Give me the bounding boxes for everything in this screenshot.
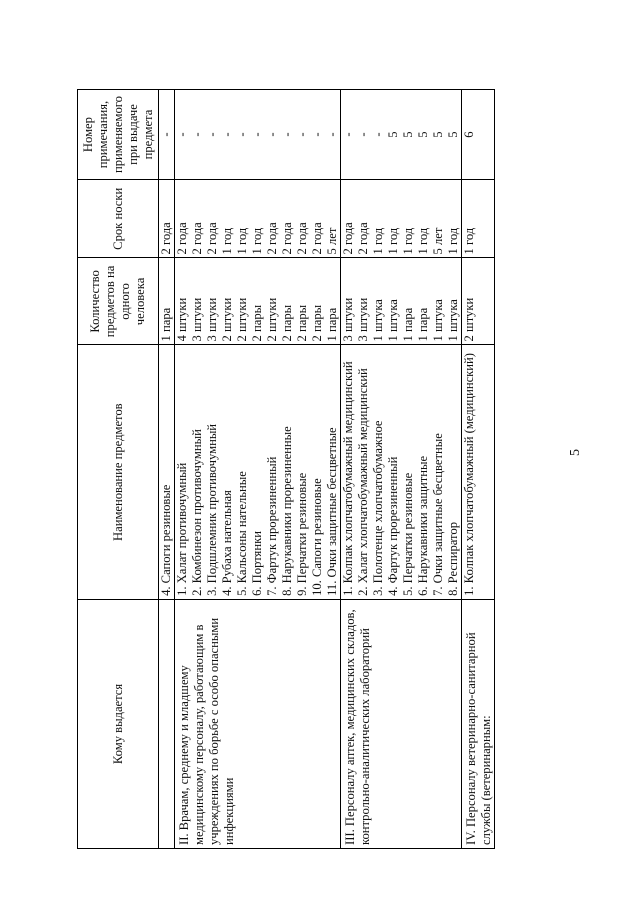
qty-value: 1 пара bbox=[401, 307, 415, 342]
term-value: 2 года bbox=[356, 222, 370, 255]
term-value: 1 год bbox=[235, 227, 249, 255]
item-value: 5. Кальсоны нательные bbox=[235, 471, 249, 596]
qty-value: 1 пара bbox=[325, 307, 339, 342]
note-value: - bbox=[295, 132, 309, 137]
item-value: 4. Фартук прорезиненный bbox=[386, 456, 400, 596]
term-value: 1 год bbox=[416, 227, 430, 255]
table-header-row bbox=[78, 90, 159, 849]
qty-value: 3 штуки bbox=[356, 297, 370, 342]
item-value: 10. Сапоги резиновые bbox=[310, 478, 324, 596]
recipient-cell: III. Персоналу аптек, медицинских складов, контрольно-аналитических лабораторий bbox=[341, 599, 462, 848]
qty-value: 4 штуки bbox=[175, 297, 189, 342]
note-value: - bbox=[250, 132, 264, 137]
qty-value: 2 штуки bbox=[220, 297, 234, 342]
term-value: 1 год bbox=[220, 227, 234, 255]
term-cell bbox=[175, 180, 341, 258]
note-value: 5 bbox=[446, 131, 460, 138]
term-value: 2 года bbox=[310, 222, 324, 255]
term-cell bbox=[341, 180, 462, 258]
note-cell bbox=[159, 90, 175, 180]
note-value: - bbox=[371, 132, 385, 137]
note-value: - bbox=[159, 132, 173, 137]
qty-cell bbox=[341, 258, 462, 345]
note-value: 6 bbox=[462, 131, 476, 138]
qty-cell bbox=[159, 258, 175, 345]
item-value: 6. Нарукавники защитные bbox=[416, 455, 430, 596]
item-value: 6. Портянки bbox=[250, 531, 264, 596]
term-value: 5 лет bbox=[325, 227, 339, 255]
note-value: - bbox=[235, 132, 249, 137]
note-value: - bbox=[341, 132, 355, 137]
table-row bbox=[462, 90, 495, 849]
note-value: 5 bbox=[386, 131, 400, 138]
item-value: 9. Перчатки резиновые bbox=[295, 472, 309, 596]
term-value: 2 года bbox=[265, 222, 279, 255]
table-row bbox=[159, 90, 175, 849]
item-value: 3. Полотенце хлопчатобумажное bbox=[371, 420, 385, 596]
note-value: - bbox=[265, 132, 279, 137]
item-value: 4. Сапоги резиновые bbox=[159, 484, 173, 596]
note-value: - bbox=[356, 132, 370, 137]
item-value: 8. Респиратор bbox=[446, 522, 460, 596]
term-cell bbox=[462, 180, 495, 258]
item-value: 11. Очки защитные бесцветные bbox=[325, 427, 339, 596]
term-value: 2 года bbox=[205, 222, 219, 255]
recipient-cell: IV. Персоналу ветеринарно-санитарной службы (ветеринарным: bbox=[462, 599, 495, 848]
note-value: - bbox=[190, 132, 204, 137]
item-cell bbox=[341, 345, 462, 599]
note-value: 5 bbox=[416, 131, 430, 138]
table-row bbox=[175, 90, 341, 849]
note-value: - bbox=[175, 132, 189, 137]
item-value: 7. Очки защитные бесцветные bbox=[431, 433, 445, 596]
header-who: Кому выдается bbox=[78, 599, 159, 848]
header-note: Номер примечания, применяемого при выдаче предмета bbox=[78, 90, 159, 180]
term-value: 1 год bbox=[446, 227, 460, 255]
qty-value: 1 пара bbox=[159, 307, 173, 342]
table-row bbox=[341, 90, 462, 849]
qty-value: 3 штуки bbox=[205, 297, 219, 342]
recipient-cell bbox=[159, 599, 175, 848]
qty-value: 2 штуки bbox=[235, 297, 249, 342]
qty-value: 2 пары bbox=[295, 304, 309, 342]
item-value: 1. Колпак хлопчатобумажный (медицинский) bbox=[462, 353, 476, 596]
note-value: 5 bbox=[401, 131, 415, 138]
qty-cell bbox=[175, 258, 341, 345]
note-value: - bbox=[220, 132, 234, 137]
qty-value: 2 пары bbox=[280, 304, 294, 342]
qty-value: 3 штуки bbox=[341, 297, 355, 342]
qty-value: 2 пары bbox=[310, 304, 324, 342]
term-value: 5 лет bbox=[431, 227, 445, 255]
term-value: 2 года bbox=[341, 222, 355, 255]
note-cell bbox=[341, 90, 462, 180]
item-cell bbox=[159, 345, 175, 599]
header-qty: Количество предметов на одного человека bbox=[78, 258, 159, 345]
term-value: 2 года bbox=[159, 222, 173, 255]
term-value: 2 года bbox=[280, 222, 294, 255]
note-value: - bbox=[205, 132, 219, 137]
note-value: - bbox=[325, 132, 339, 137]
qty-value: 1 штука bbox=[431, 299, 445, 342]
term-value: 1 год bbox=[371, 227, 385, 255]
note-value: - bbox=[310, 132, 324, 137]
item-cell bbox=[462, 345, 495, 599]
qty-value: 1 штука bbox=[386, 299, 400, 342]
qty-cell bbox=[462, 258, 495, 345]
term-value: 2 года bbox=[175, 222, 189, 255]
table-body bbox=[159, 90, 495, 849]
item-value: 5. Перчатки резиновые bbox=[401, 472, 415, 596]
term-value: 1 год bbox=[401, 227, 415, 255]
note-value: 5 bbox=[431, 131, 445, 138]
recipient-cell: II. Врачам, среднему и младшему медицинскому персоналу, работающим в учреждениях по борьбе с особо опасными инфекциями bbox=[175, 599, 341, 848]
item-value: 2. Комбинезон противочумный bbox=[190, 429, 204, 596]
item-cell bbox=[175, 345, 341, 599]
qty-value: 1 штука bbox=[446, 299, 460, 342]
item-value: 7. Фартук прорезиненный bbox=[265, 456, 279, 596]
note-cell bbox=[175, 90, 341, 180]
header-item: Наименование предметов bbox=[78, 345, 159, 599]
qty-value: 2 штуки bbox=[265, 297, 279, 342]
term-value: 2 года bbox=[190, 222, 204, 255]
item-value: 1. Колпак хлопчатобумажный медицинский bbox=[341, 361, 355, 596]
qty-value: 1 штука bbox=[371, 299, 385, 342]
item-value: 4. Рубаха нательная bbox=[220, 490, 234, 596]
header-term: Срок носки bbox=[78, 180, 159, 258]
item-value: 2. Халат хлопчатобумажный медицинский bbox=[356, 368, 370, 596]
term-value: 1 год bbox=[250, 227, 264, 255]
clothing-norms-table bbox=[77, 89, 495, 849]
page-number: 5 bbox=[568, 449, 583, 456]
term-value: 1 год bbox=[462, 227, 476, 255]
qty-value: 2 пары bbox=[250, 304, 264, 342]
qty-value: 3 штуки bbox=[190, 297, 204, 342]
term-value: 1 год bbox=[386, 227, 400, 255]
term-value: 2 года bbox=[295, 222, 309, 255]
qty-value: 2 штуки bbox=[462, 297, 476, 342]
term-cell bbox=[159, 180, 175, 258]
note-value: - bbox=[280, 132, 294, 137]
item-value: 3. Подшлемник противочумный bbox=[205, 423, 219, 596]
note-cell bbox=[462, 90, 495, 180]
item-value: 8. Нарукавники прорезиненные bbox=[280, 426, 294, 596]
qty-value: 1 пара bbox=[416, 307, 430, 342]
item-value: 1. Халат противочумный bbox=[175, 462, 189, 596]
